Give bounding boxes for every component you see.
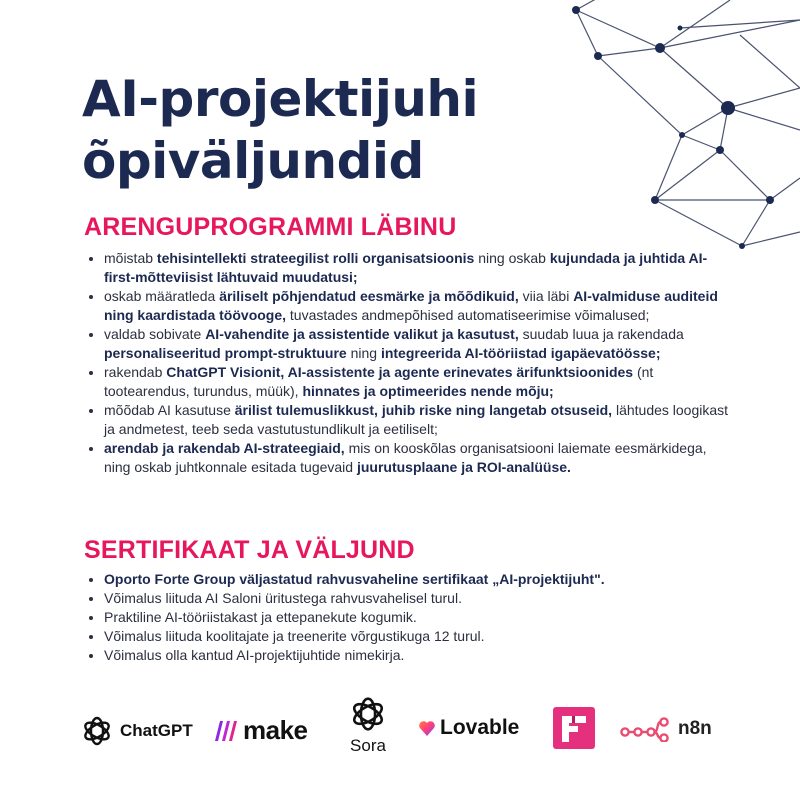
make-logo-label: make [243,715,308,745]
list-item [104,401,734,439]
list-item [104,439,734,477]
sora-logo-label: Sora [350,736,386,755]
openai-knot-icon [80,714,114,748]
openai-knot-icon [348,694,388,734]
text: suudab luua ja rakendada [518,326,684,342]
certificate-list [84,570,734,665]
bold-text: hinnates ja optimeerides nende mõju; [302,383,554,399]
bold-text: juurutusplaane ja ROI-analüüse. [356,459,571,475]
text: lähtudes loogikast ja andmetest, teeb seda vastutustundlikult ja eetiliselt; [104,402,729,437]
text: mõõdab AI kasutuse [104,402,235,418]
text: tuvastades andmepõhised automatiseerimise võimalused; [286,307,650,323]
section-heading-outcomes: ARENGUPROGRAMMI LÄBINU [84,213,457,241]
list-item [104,608,734,627]
bold-text: integreerida AI-tööriistad igapäevatöösse; [380,345,661,361]
list-item [104,646,734,665]
bold-text: äriliselt põhjendatud eesmärke ja mõõdikuid, [219,288,519,304]
list-item [104,287,734,325]
list-item [104,627,734,646]
list-item [104,570,734,589]
text: Võimalus olla kantud AI-projektijuhtide nimekirja. [104,647,405,663]
bold-text: kujundada ja juhtida AI-first-mõtteviisist lähtuvaid muudatusi; [104,250,708,285]
formspree-logo [553,707,595,749]
page-title [82,68,478,192]
chatgpt-logo [80,714,193,748]
text: Praktiline AI-tööriistakast ja ettepanekute kogumik. [104,609,417,625]
bold-text: AI-valmiduse auditeid ning kaardistada töövooge, [104,288,718,323]
formspree-f-icon [553,707,595,749]
bold-text: arendab ja rakendab AI-strateegiaid, [104,440,345,456]
text: ning [346,345,381,361]
list-item [104,363,734,401]
bold-text: ärilist tulemuslikkust, juhib riske ning langetab otsuseid, [234,402,613,418]
text: valdab sobivate [104,326,206,342]
lovable-logo-label: Lovable [440,716,520,739]
list-item [104,325,734,363]
bold-text: AI-vahendite ja assistentide valikut ja kasutust, [205,326,519,342]
text: Võimalus liituda koolitajate ja treenerite võrgustikuga 12 turul. [104,628,485,644]
sora-logo [348,694,388,756]
page-title-line2: õpiväljundid [82,132,424,190]
list-item [104,589,734,608]
bold-text: ChatGPT Visionit, AI-assistente ja agente erinevates ärifunktsioonides [166,364,634,380]
lovable-heart-icon [418,719,436,737]
text: mõistab [104,250,157,266]
text: (nt tootearendus, turundus, müük), [104,364,654,399]
n8n-logo [620,716,712,742]
n8n-nodes-icon [620,716,670,742]
section-heading-certificate: SERTIFIKAAT JA VÄLJUND [84,536,415,564]
bold-text: Oporto Forte Group väljastatud rahvusvaheline sertifikaat „AI-projektijuht". [104,571,605,587]
partner-logos [0,690,800,770]
bold-text: tehisintellekti strateegilist rolli organisatsioonis [156,250,475,266]
outcomes-list [84,249,734,477]
text: Võimalus liituda AI Saloni üritustega rahvusvahelisel turul. [104,590,462,606]
text: ning oskab [474,250,550,266]
text: viia läbi [518,288,574,304]
text: oskab määratleda [104,288,220,304]
lovable-logo [418,716,519,740]
make-logo [213,715,308,746]
bold-text: personaliseeritud prompt-struktuure [104,345,347,361]
make-bars-icon [213,721,239,741]
n8n-logo-label: n8n [678,718,712,739]
text: mis on kooskõlas organisatsiooni laiemate eesmärkidega, ning oskab juhtkonnale esitada tugevaid [104,440,707,475]
text: rakendab [104,364,167,380]
chatgpt-logo-label: ChatGPT [120,721,193,740]
list-item [104,249,734,287]
page-title-line1: AI-projektijuhi [82,70,479,128]
